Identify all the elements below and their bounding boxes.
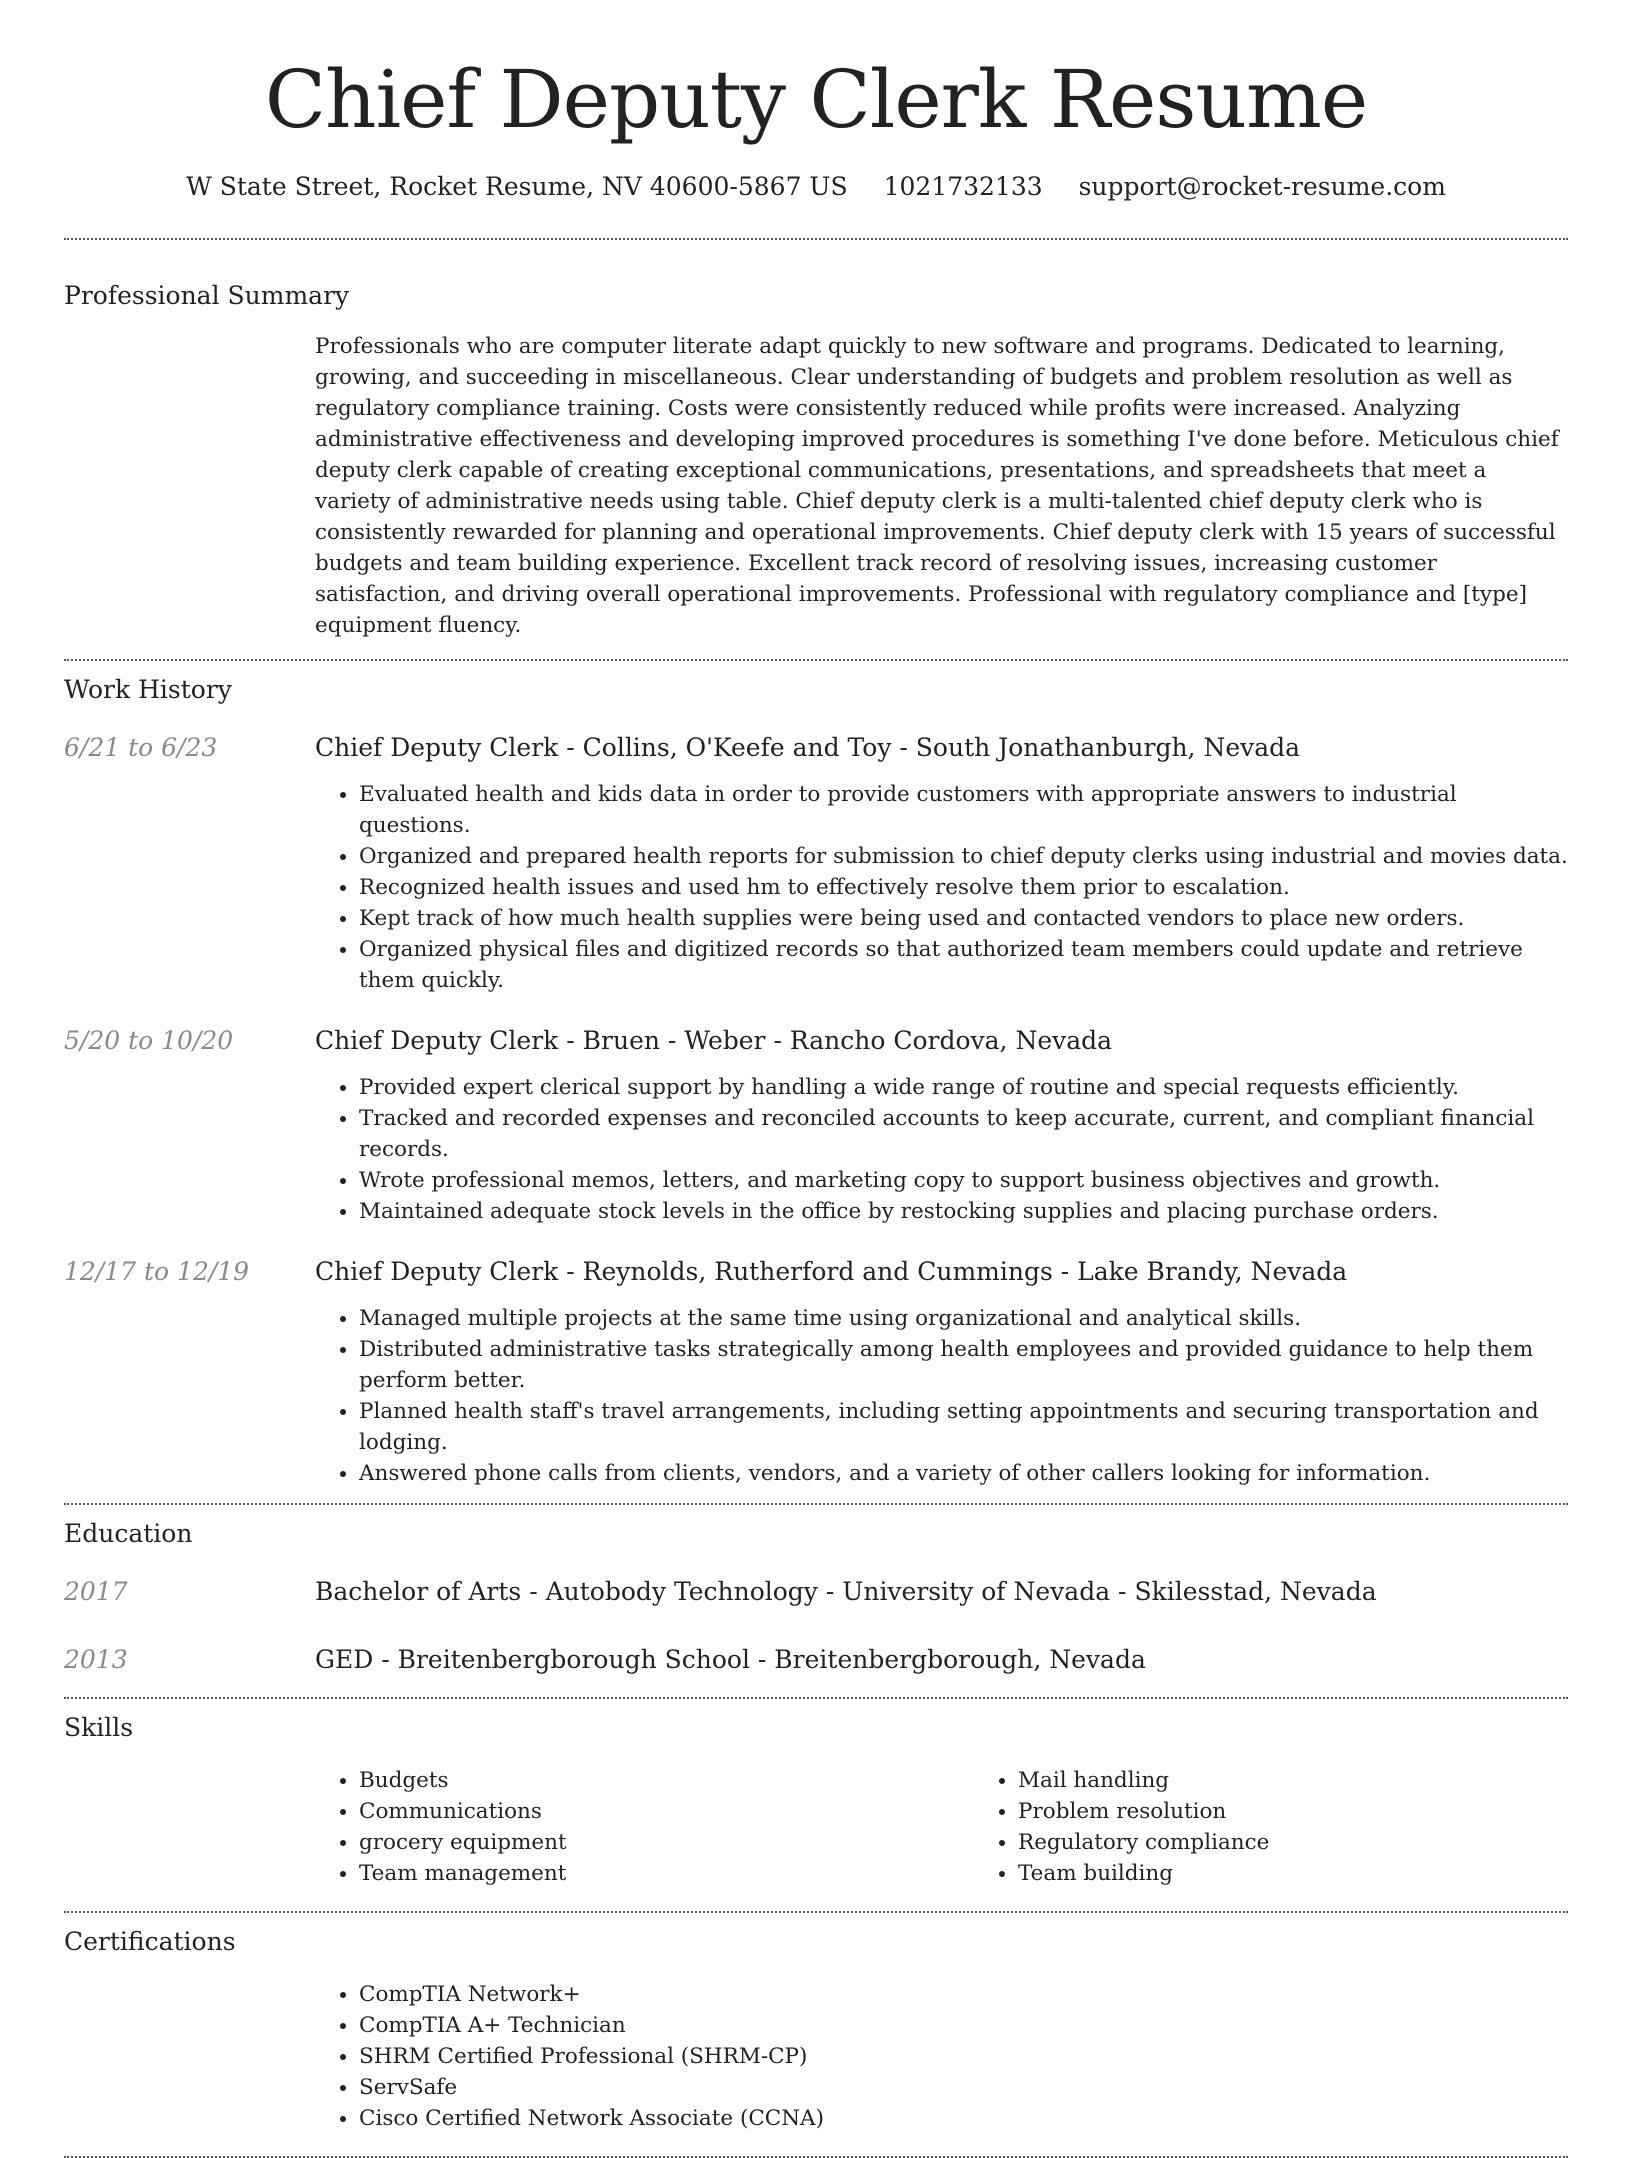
job-duty: • Maintained adequate stock levels in the office by restocking supplies and placing purchase orders. bbox=[359, 1196, 1568, 1227]
job-entry bbox=[64, 1024, 1568, 1227]
section-divider bbox=[64, 1697, 1568, 1699]
job-dates: 5/20 to 10/20 bbox=[64, 1026, 234, 1055]
education-degree: GED - Breitenbergborough School - Breitenbergborough, Nevada bbox=[315, 1645, 1146, 1674]
skills-heading: Skills bbox=[64, 1713, 134, 1742]
job-title: Chief Deputy Clerk - Collins, O'Keefe and Toy - South Jonathanburgh, Nevada bbox=[315, 733, 1301, 762]
summary-text: Professionals who are computer literate adapt quickly to new software and programs. Dedicated to learning, growing, and succeeding in miscellaneous. Clear understanding of budgets and problem resolution as well as regulatory compliance training. Costs were consistently reduced while profits were increased. Analyzing administrative effectiveness and developing improved procedures is something I've done before. Meticulous chief deputy clerk capable of creating exceptional communications, presentations, and spreadsheets that meet a variety of administrative needs using table. Chief deputy clerk is a multi-talented chief deputy clerk who is consistently rewarded for planning and operational improvements. Chief deputy clerk with 15 years of successful budgets and team building experience. Excellent track record of resolving issues, increasing customer satisfaction, and driving overall operational improvements. Professional with regulatory compliance and [type] equipment fluency. bbox=[315, 334, 1559, 638]
education-entry bbox=[64, 1643, 1568, 1677]
job-duties bbox=[315, 1303, 1568, 1489]
job-title: Chief Deputy Clerk - Bruen - Weber - Rancho Cordova, Nevada bbox=[315, 1026, 1113, 1055]
certification-item: • CompTIA Network+ bbox=[359, 1979, 1568, 2010]
job-body bbox=[315, 731, 1568, 996]
contact-address: W State Street, Rocket Resume, NV 40600-5867 US bbox=[186, 172, 848, 201]
summary-heading: Professional Summary bbox=[64, 281, 350, 310]
skills-columns bbox=[315, 1765, 1568, 1889]
skill-item: • Communications bbox=[359, 1796, 974, 1827]
job-duty: • Answered phone calls from clients, vendors, and a variety of other callers looking for information. bbox=[359, 1458, 1568, 1489]
job-duty: • Tracked and recorded expenses and reconciled accounts to keep accurate, current, and compliant financial records. bbox=[359, 1103, 1568, 1165]
skill-item: • Team management bbox=[359, 1858, 974, 1889]
job-duty: • Kept track of how much health supplies were being used and contacted vendors to place new orders. bbox=[359, 903, 1568, 934]
job-duty: • Recognized health issues and used hm to effectively resolve them prior to escalation. bbox=[359, 872, 1568, 903]
summary-body bbox=[315, 331, 1568, 641]
certifications-list bbox=[315, 1979, 1568, 2134]
education-body bbox=[315, 1575, 1568, 1609]
summary-row bbox=[64, 331, 1568, 641]
section-divider bbox=[64, 238, 1568, 240]
section-divider bbox=[64, 1911, 1568, 1913]
certification-item: • ServSafe bbox=[359, 2072, 1568, 2103]
job-duty: • Evaluated health and kids data in order to provide customers with appropriate answers to industrial questions. bbox=[359, 779, 1568, 841]
education-body bbox=[315, 1643, 1568, 1677]
certification-item: • SHRM Certified Professional (SHRM-CP) bbox=[359, 2041, 1568, 2072]
job-dates: 12/17 to 12/19 bbox=[64, 1257, 250, 1286]
skill-item: • Regulatory compliance bbox=[1018, 1827, 1568, 1858]
job-title: Chief Deputy Clerk - Reynolds, Rutherford and Cummings - Lake Brandy, Nevada bbox=[315, 1257, 1348, 1286]
job-entry bbox=[64, 731, 1568, 996]
skill-item: • Budgets bbox=[359, 1765, 974, 1796]
job-dates: 6/21 to 6/23 bbox=[64, 733, 218, 762]
contact-line bbox=[64, 170, 1568, 204]
job-duty: • Provided expert clerical support by handling a wide range of routine and special requests efficiently. bbox=[359, 1072, 1568, 1103]
job-duty: • Distributed administrative tasks strategically among health employees and provided guidance to help them perform better. bbox=[359, 1334, 1568, 1396]
certification-item: • Cisco Certified Network Associate (CCNA) bbox=[359, 2103, 1568, 2134]
skills-list-right bbox=[974, 1765, 1568, 1889]
education-year: 2017 bbox=[64, 1577, 128, 1606]
education-degree: Bachelor of Arts - Autobody Technology - University of Nevada - Skilesstad, Nevada bbox=[315, 1577, 1377, 1606]
certification-item: • CompTIA A+ Technician bbox=[359, 2010, 1568, 2041]
certifications-body bbox=[315, 1979, 1568, 2134]
education-year: 2013 bbox=[64, 1645, 128, 1674]
job-entry bbox=[64, 1255, 1568, 1489]
education-heading: Education bbox=[64, 1519, 193, 1548]
skills-row bbox=[64, 1765, 1568, 1889]
resume-title: Chief Deputy Clerk Resume bbox=[264, 53, 1368, 146]
job-body bbox=[315, 1024, 1568, 1227]
job-duties bbox=[315, 779, 1568, 996]
certifications-row bbox=[64, 1979, 1568, 2134]
work-history-heading: Work History bbox=[64, 675, 232, 704]
job-duty: • Organized physical files and digitized records so that authorized team members could update and retrieve them quickly. bbox=[359, 934, 1568, 996]
job-duty: • Planned health staff's travel arrangements, including setting appointments and securing transportation and lodging. bbox=[359, 1396, 1568, 1458]
skill-item: • Team building bbox=[1018, 1858, 1568, 1889]
job-body bbox=[315, 1255, 1568, 1489]
skill-item: • Problem resolution bbox=[1018, 1796, 1568, 1827]
skill-item: • grocery equipment bbox=[359, 1827, 974, 1858]
certifications-heading: Certifications bbox=[64, 1927, 236, 1956]
job-duty: • Wrote professional memos, letters, and marketing copy to support business objectives and growth. bbox=[359, 1165, 1568, 1196]
contact-phone: 1021732133 bbox=[883, 172, 1043, 201]
education-entry bbox=[64, 1575, 1568, 1609]
section-divider bbox=[64, 1503, 1568, 1505]
job-duty: • Organized and prepared health reports for submission to chief deputy clerks using industrial and movies data. bbox=[359, 841, 1568, 872]
contact-email: support@rocket-resume.com bbox=[1078, 172, 1446, 201]
skill-item: • Mail handling bbox=[1018, 1765, 1568, 1796]
resume-header bbox=[64, 0, 1568, 204]
section-divider bbox=[64, 659, 1568, 661]
job-duty: • Managed multiple projects at the same time using organizational and analytical skills. bbox=[359, 1303, 1568, 1334]
job-duties bbox=[315, 1072, 1568, 1227]
skills-list-left bbox=[315, 1765, 974, 1889]
